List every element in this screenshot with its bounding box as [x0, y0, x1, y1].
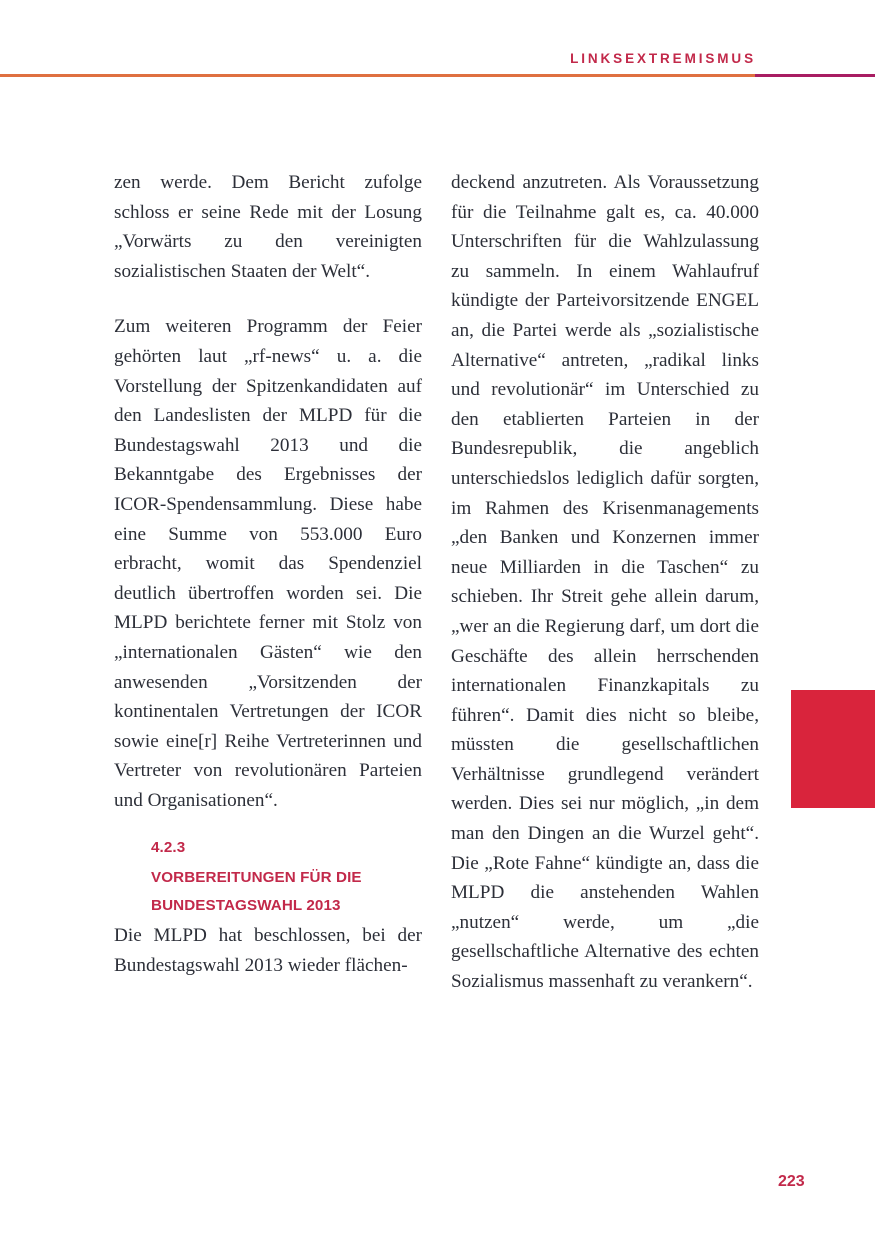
section-heading	[114, 835, 422, 919]
header-rule	[0, 74, 875, 77]
header-rule-orange-segment	[0, 74, 755, 77]
left-column	[114, 168, 422, 981]
right-column	[451, 168, 759, 997]
chapter-thumb-tab	[791, 690, 875, 808]
header-rule-magenta-segment	[755, 74, 875, 77]
paragraph: Zum weiteren Programm der Feier gehörten laut „rf-news“ u. a. die Vorstellung der Spitzenkandidaten auf den Landeslisten der MLPD für die Bundestagswahl 2013 und die Bekanntgabe des Ergebnisses der ICOR-Spendensammlung. Diese habe eine Summe von 553.000 Euro erbracht, womit das Spendenziel deutlich übertroffen worden sei. Die MLPD berichtete ferner mit Stolz von „internationalen Gästen“ wie den anwesenden „Vorsitzenden der kontinentalen Vertretungen der ICOR sowie eine[r] Reihe Vertreterinnen und Vertreter von revolutionären Parteien und Organisationen“.	[114, 316, 422, 811]
paragraph: zen werde. Dem Bericht zufolge schloss er seine Rede mit der Losung „Vorwärts zu den vereinigten sozialistischen Staaten der Welt“.	[114, 172, 422, 282]
section-title-line-2: BUNDESTAGSWAHL 2013	[151, 897, 341, 915]
page-number: 223	[778, 1173, 805, 1190]
section-title-line-1: VORBEREITUNGEN FÜR DIE	[151, 869, 362, 887]
text-body	[114, 168, 759, 993]
paragraph: deckend anzutreten. Als Voraussetzung für die Teilnahme galt es, ca. 40.000 Unterschriften für die Wahlzulassung zu sammeln. In einem Wahlaufruf kündigte der Parteivorsitzende ENGEL an, die Partei werde als „sozialistische Alternative“ antreten, „radikal links und revolutionär“ im Unterschied zu den etablierten Parteien in der Bundesrepublik, die angeblich unterschiedslos lediglich dafür sorgten, im Rahmen des Krisenmanagements „den Banken und Konzernen immer neue Milliarden in die Taschen“ zu schieben. Ihr Streit gehe allein darum, „wer an die Regierung darf, um dort die Geschäfte des allein herrschenden internationalen Finanzkapitals zu führen“. Damit dies nicht so bleibe, müssten die gesellschaftlichen Verhältnisse grundlegend verändert werden. Dies sei nur möglich, „in dem man den Dingen an die Wurzel geht“. Die „Rote Fahne“ kündigte an, dass die MLPD die anstehenden Wahlen „nutzen“ werde, um „die gesellschaftliche Alternative des echten Sozialismus massenhaft zu verankern“.	[451, 172, 759, 993]
section-number: 4.2.3	[151, 839, 186, 857]
running-head: LINKSEXTREMISMUS	[570, 51, 756, 66]
paragraph: Die MLPD hat beschlossen, bei der Bundestagswahl 2013 wieder flächen-	[114, 925, 422, 977]
